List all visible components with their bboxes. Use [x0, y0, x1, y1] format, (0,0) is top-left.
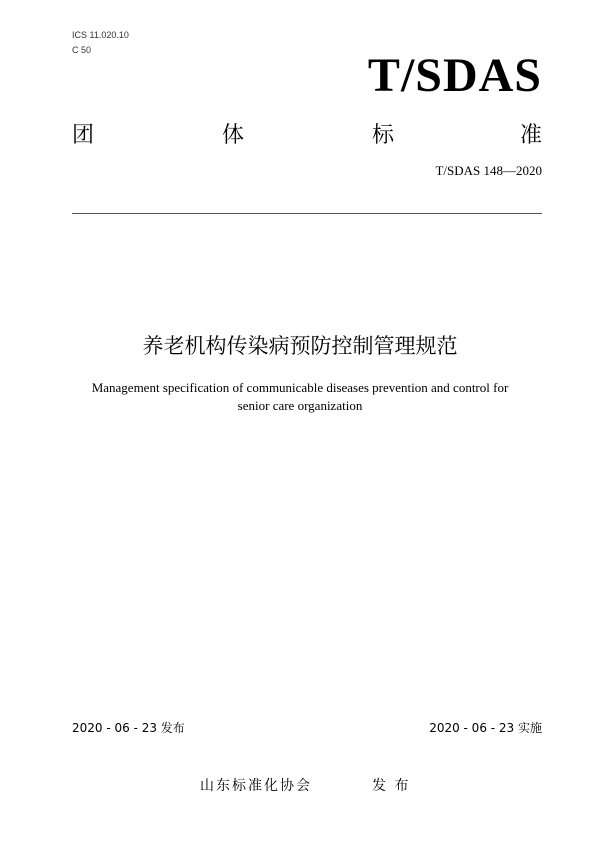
ics-code: ICS 11.020.10	[72, 30, 129, 40]
ccs-code: C 50	[72, 45, 92, 55]
publish-label: 发 布	[372, 778, 411, 794]
standard-type-char: 标	[372, 123, 395, 148]
standard-logo: T/SDAS	[367, 49, 542, 102]
title-chinese: 养老机构传染病预防控制管理规范	[142, 334, 458, 358]
issue-date: 2020 - 06 - 23 发布	[72, 721, 185, 735]
standard-type-char: 准	[520, 123, 543, 148]
title-english-line1: Management specification of communicable diseases prevention and control for	[91, 380, 509, 395]
implement-date: 2020 - 06 - 23 实施	[429, 721, 542, 735]
standard-type-char: 体	[222, 123, 245, 148]
publisher: 山东标准化协会	[200, 778, 312, 794]
standard-type-char: 团	[72, 123, 95, 148]
divider	[72, 213, 542, 214]
title-english-line2: senior care organization	[237, 398, 363, 413]
standard-number: T/SDAS 148—2020	[435, 163, 542, 178]
